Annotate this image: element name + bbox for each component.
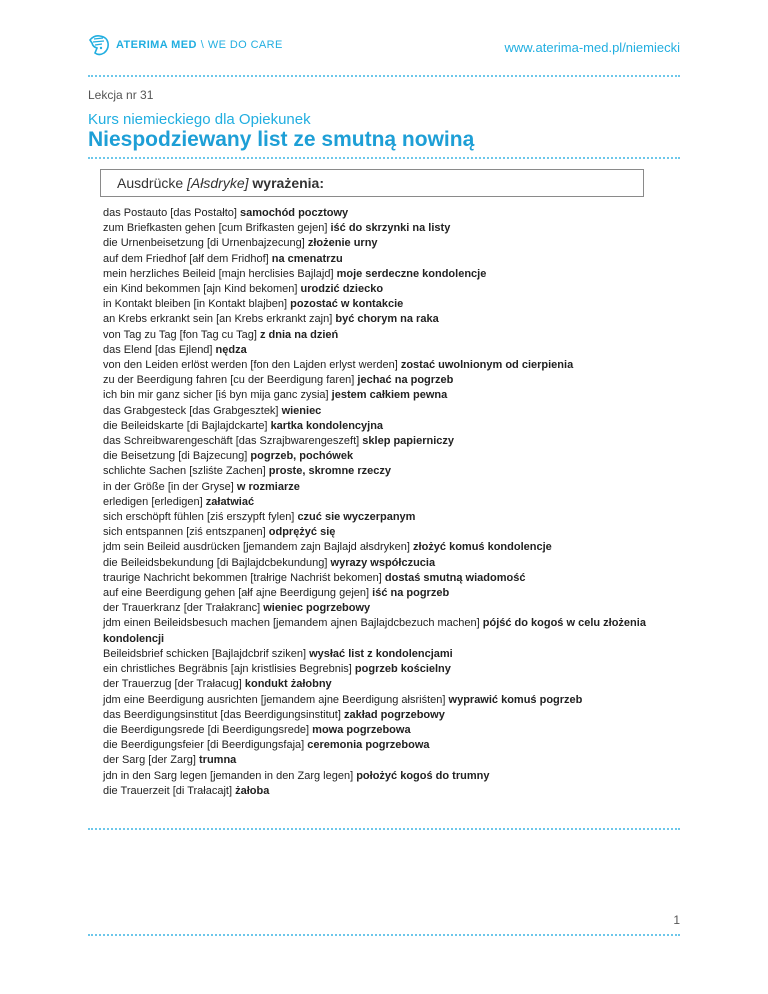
vocab-pronunciation: [in Kontakt blajben] [193, 298, 288, 311]
vocab-pronunciation: [di Bajlajdckarte] [186, 419, 268, 432]
vocab-row [103, 388, 663, 403]
vocab-german: auf eine Beerdigung gehen [103, 587, 236, 600]
vocab-polish: mowa pogrzebowa [312, 723, 411, 736]
vocab-polish: wyrazy współczucia [330, 556, 436, 569]
vocab-polish: odprężyć się [268, 526, 336, 539]
vocab-german: in Kontakt bleiben [103, 298, 191, 311]
expressions-heading-pl: wyrażenia: [252, 175, 324, 191]
vocab-pronunciation: [das Szrajbwarengeszeft] [235, 435, 360, 448]
vocab-german: zu der Beerdigung fahren [103, 374, 228, 387]
vocab-row [103, 358, 663, 373]
vocab-polish: jestem całkiem pewna [331, 389, 448, 402]
vocab-row [103, 662, 663, 677]
page-number: 1 [673, 913, 680, 927]
vocab-pronunciation: [in der Gryse] [167, 480, 234, 493]
vocab-polish: dostaś smutną wiadomość [384, 571, 526, 584]
vocab-row [103, 708, 663, 723]
vocab-german: die Beerdigungsfeier [103, 739, 204, 752]
expressions-heading-box [100, 169, 644, 197]
vocab-polish: z dnia na dzień [260, 328, 339, 341]
site-url-link[interactable]: www.aterima-med.pl/niemiecki [504, 40, 680, 55]
vocab-german: das Postauto [103, 207, 168, 219]
vocab-pronunciation: [fon den Lajden erlyst werden] [250, 359, 398, 372]
vocab-polish: proste, skromne rzeczy [268, 465, 391, 478]
brand-name: ATERIMA MED [116, 39, 197, 51]
vocab-german: sich erschöpft fühlen [103, 511, 204, 524]
vocab-pronunciation: [majn herclisies Bajlajd] [218, 267, 334, 280]
vocab-polish: pogrzeb, pochówek [250, 450, 354, 463]
vocab-polish: żałoba [235, 784, 270, 797]
vocab-german: von Tag zu Tag [103, 328, 177, 341]
vocab-german: die Urnenbeisetzung [103, 237, 204, 250]
vocab-german: zum Briefkasten gehen [103, 222, 216, 235]
vocab-pronunciation: [der Trałakranc] [183, 602, 261, 615]
vocab-german: sich entspannen [103, 526, 184, 539]
vocab-pronunciation: [ziś entszpanen] [186, 526, 266, 539]
vocab-row [103, 373, 663, 388]
vocab-german: die Beileidskarte [103, 419, 184, 432]
vocab-german: ein christliches Begräbnis [103, 663, 228, 676]
vocab-pronunciation: [ałf dem Fridhof] [189, 252, 269, 265]
vocab-pronunciation: [jemandem ajnen Bajlajdcbezuch machen] [273, 617, 480, 630]
vocab-german: an Krebs erkrankt sein [103, 313, 214, 326]
vocab-pronunciation: [der Trałacug] [174, 678, 242, 691]
aterima-face-icon [88, 34, 110, 56]
vocab-german: die Beerdigungsrede [103, 723, 205, 736]
expressions-heading-de: Ausdrücke [117, 175, 184, 191]
vocab-pronunciation: [di Bajlajdcbekundung] [216, 556, 328, 569]
vocab-polish: załatwiać [205, 495, 255, 508]
vocab-polish: czuć sie wyczerpanym [297, 511, 416, 524]
vocab-pronunciation: [ałf ajne Beerdigung gejen] [238, 587, 370, 600]
vocab-pronunciation: [das Beerdigungsinstitut] [220, 708, 341, 721]
vocab-polish: jechać na pogrzeb [357, 374, 454, 387]
vocab-row [103, 267, 663, 282]
vocab-row [103, 738, 663, 753]
vocab-german: Beileidsbrief schicken [103, 647, 209, 660]
vocab-pronunciation: [di Bajzecung] [178, 450, 248, 463]
vocab-polish: trumna [199, 754, 237, 767]
vocab-polish: sklep papierniczy [362, 435, 454, 448]
vocab-row [103, 282, 663, 297]
vocab-german: mein herzliches Beileid [103, 267, 216, 280]
vocab-row [103, 784, 663, 799]
vocab-pronunciation: [das Grabgesztek] [189, 404, 279, 417]
vocab-pronunciation: [di Beerdigungsfaja] [206, 739, 305, 752]
vocab-pronunciation: [der Zarg] [148, 754, 196, 767]
vocab-german: ein Kind bekommen [103, 283, 201, 296]
vocab-pronunciation: [ajn kristlisies Begrebnis] [230, 663, 352, 676]
vocab-row [103, 464, 663, 479]
vocab-pronunciation: [Bajlajdcbrif sziken] [211, 647, 306, 660]
vocab-pronunciation: [fon Tag cu Tag] [179, 328, 257, 341]
vocab-polish: zakład pogrzebowy [343, 708, 445, 721]
footer-divider-bottom [88, 934, 680, 936]
vocab-pronunciation: [das Postałto] [170, 207, 237, 219]
vocab-row [103, 769, 663, 784]
vocab-german: die Beileidsbekundung [103, 556, 214, 569]
vocab-row [103, 647, 663, 662]
vocab-polish: położyć kogoś do trumny [356, 769, 490, 782]
vocab-polish: pozostać w kontakcie [290, 298, 404, 311]
brand-tagline: WE DO CARE [207, 39, 283, 51]
vocab-row [103, 556, 663, 571]
vocab-pronunciation: [di Urnenbajzecung] [206, 237, 305, 250]
vocab-polish: złożyć komuś kondolencje [413, 541, 552, 554]
vocab-german: in der Größe [103, 480, 165, 493]
vocab-polish: być chorym na raka [335, 313, 439, 326]
vocabulary-list [103, 206, 663, 799]
vocab-polish: kondukt żałobny [244, 678, 332, 691]
vocab-row [103, 297, 663, 312]
vocab-polish: zostać uwolnionym od cierpienia [400, 359, 574, 372]
vocab-row [103, 312, 663, 327]
header-divider [88, 75, 680, 77]
vocab-german: jdn in den Sarg legen [103, 769, 207, 782]
vocab-german: die Beisetzung [103, 450, 176, 463]
vocab-german: das Schreibwarengeschäft [103, 435, 233, 448]
vocab-german: der Sarg [103, 754, 146, 767]
vocab-german: erledigen [103, 495, 149, 508]
vocab-row [103, 221, 663, 236]
vocab-german: ich bin mir ganz sicher [103, 389, 213, 402]
vocab-polish: wieniec pogrzebowy [263, 602, 371, 615]
vocab-row [103, 586, 663, 601]
vocab-pronunciation: [jemandem ajne Beerdigung ałsriśten] [260, 693, 446, 706]
vocab-row [103, 616, 663, 646]
vocab-german: das Grabgesteck [103, 404, 187, 417]
vocab-pronunciation: [das Ejlend] [155, 343, 213, 356]
lesson-number: Lekcja nr 31 [88, 88, 154, 102]
vocab-row [103, 571, 663, 586]
vocab-polish: pójść do kogoś w celu złożenia kondolencji [103, 617, 646, 645]
vocab-german: der Trauerzug [103, 678, 172, 691]
vocab-pronunciation: [di Beerdigungsrede] [207, 723, 310, 736]
vocab-pronunciation: [jemanden in den Zarg legen] [210, 769, 354, 782]
vocab-row [103, 525, 663, 540]
brand-logo [88, 34, 283, 56]
vocab-german: die Trauerzeit [103, 784, 170, 797]
vocab-row [103, 419, 663, 434]
vocab-german: auf dem Friedhof [103, 252, 187, 265]
vocab-polish: iść na pogrzeb [372, 587, 450, 600]
vocab-german: das Beerdigungsinstitut [103, 708, 218, 721]
vocab-pronunciation: [ziś erszypft fylen] [206, 511, 295, 524]
vocab-polish: wysłać list z kondolencjami [309, 647, 453, 660]
vocab-german: das Elend [103, 343, 152, 356]
vocab-german: von den Leiden erlöst werden [103, 359, 248, 372]
vocab-polish: złożenie urny [307, 237, 378, 250]
title-divider [88, 157, 680, 159]
vocab-polish: w rozmiarze [236, 480, 300, 493]
vocab-polish: moje serdeczne kondolencje [336, 267, 487, 280]
vocab-polish: wieniec [281, 404, 322, 417]
vocab-polish: ceremonia pogrzebowa [307, 739, 430, 752]
vocab-row [103, 677, 663, 692]
vocab-row [103, 343, 663, 358]
lesson-title: Niespodziewany list ze smutną nowiną [88, 128, 475, 151]
vocab-row [103, 753, 663, 768]
vocab-polish: kartka kondolencyjna [270, 419, 384, 432]
vocab-polish: wyprawić komuś pogrzeb [448, 693, 583, 706]
vocab-row [103, 404, 663, 419]
vocab-pronunciation: [jemandem zajn Bajlajd ałsdryken] [243, 541, 410, 554]
vocab-row [103, 252, 663, 267]
vocab-row [103, 236, 663, 251]
vocab-pronunciation: [szliśte Zachen] [189, 465, 266, 478]
brand-separator: \ [200, 39, 204, 51]
vocab-pronunciation: [trałrige Nachriśt bekomen] [250, 571, 382, 584]
vocab-polish: urodzić dziecko [300, 283, 384, 296]
vocab-polish: na cmenatrzu [271, 252, 343, 265]
vocab-polish: samochód pocztowy [240, 207, 349, 219]
vocab-row [103, 328, 663, 343]
vocab-row [103, 495, 663, 510]
vocab-german: jdm eine Beerdigung ausrichten [103, 693, 258, 706]
vocab-row [103, 601, 663, 616]
vocab-polish: nędza [215, 343, 247, 356]
vocab-row [103, 449, 663, 464]
vocab-pronunciation: [ajn Kind bekomen] [203, 283, 298, 296]
vocab-row [103, 723, 663, 738]
vocab-row [103, 206, 663, 221]
vocab-pronunciation: [an Krebs erkrankt zajn] [216, 313, 333, 326]
vocab-pronunciation: [di Trałacajt] [172, 784, 233, 797]
vocab-pronunciation: [cum Brifkasten gejen] [218, 222, 328, 235]
footer-divider-top [88, 828, 680, 830]
course-name: Kurs niemieckiego dla Opiekunek [88, 111, 311, 128]
vocab-row [103, 693, 663, 708]
vocab-row [103, 510, 663, 525]
expressions-heading-pron: [Ałsdryke] [187, 175, 249, 191]
vocab-german: jdm sein Beileid ausdrücken [103, 541, 240, 554]
vocab-german: traurige Nachricht bekommen [103, 571, 248, 584]
vocab-polish: pogrzeb kościelny [354, 663, 451, 676]
vocab-german: der Trauerkranz [103, 602, 181, 615]
vocab-pronunciation: [iś byn mija ganc zysia] [215, 389, 329, 402]
vocab-german: jdm einen Beileidsbesuch machen [103, 617, 270, 630]
vocab-row [103, 434, 663, 449]
vocab-row [103, 540, 663, 555]
vocab-polish: iść do skrzynki na listy [330, 222, 451, 235]
vocab-german: schlichte Sachen [103, 465, 187, 478]
vocab-pronunciation: [cu der Beerdigung faren] [230, 374, 355, 387]
vocab-row [103, 480, 663, 495]
vocab-pronunciation: [erledigen] [151, 495, 203, 508]
